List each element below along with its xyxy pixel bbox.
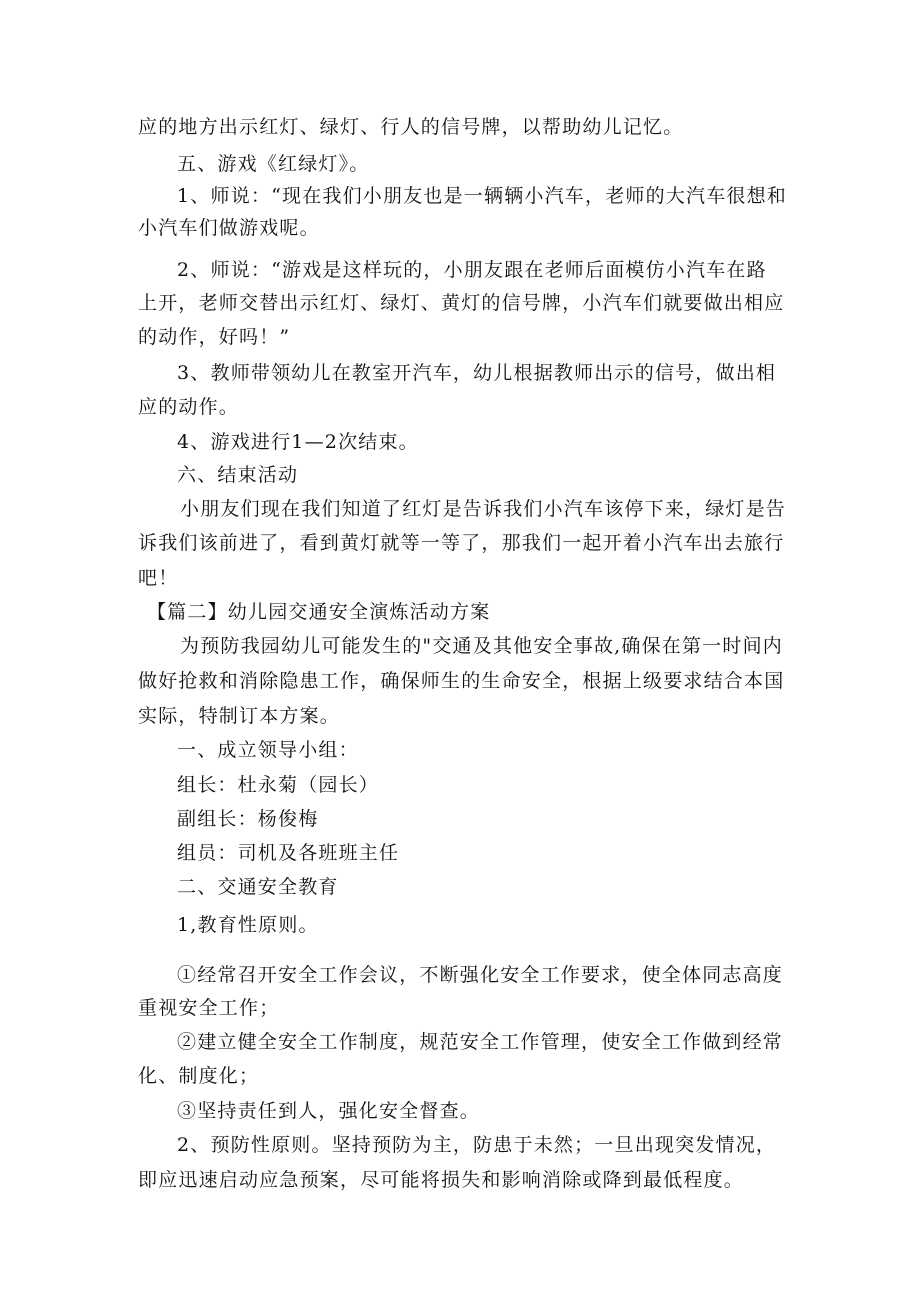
paragraph-line: 应的地方出示红灯、绿灯、行人的信号牌，以帮助幼儿记忆。 [138,116,684,138]
paragraph-line: 4、游戏进行1—2次结束。 [177,431,419,453]
paragraph-line: 的动作，好吗！” [138,326,291,348]
section-heading: 五、游戏《红绿灯》。 [177,153,370,175]
paragraph-line: 为预防我园幼儿可能发生的"交通及其他安全事故,确保在第一时间内 [180,635,783,657]
paragraph-line: ①经常召开安全工作会议，不断强化安全工作要求，使全体同志高度 [177,964,784,986]
paragraph-line: 上开，老师交替出示红灯、绿灯、黄灯的信号牌，小汽车们就要做出相应 [138,292,785,314]
paragraph-line: 小汽车们做游戏呢。 [138,217,320,239]
section-heading: 一、成立领导小组： [177,739,359,761]
article-heading: 【篇二】幼儿园交通安全演炼活动方案 [147,601,491,623]
section-heading: 六、结束活动 [177,464,299,486]
paragraph-line: 做好抢救和消除隐患工作，确保师生的生命安全，根据上级要求结合本国 [138,670,785,692]
paragraph-line: 小朋友们现在我们知道了红灯是告诉我们小汽车该停下来，绿灯是告 [180,498,787,520]
paragraph-line: 副组长：杨俊梅 [177,808,319,830]
section-heading: 二、交通安全教育 [177,876,339,898]
paragraph-line: 即应迅速启动应急预案，尽可能将损失和影响消除或降到最低程度。 [138,1169,745,1191]
paragraph-line: 化、制度化； [138,1065,260,1087]
paragraph-line: 1,教育性原则。 [177,914,319,936]
paragraph-line: 2、师说：“游戏是这样玩的，小朋友跟在老师后面模仿小汽车在路 [177,259,767,281]
paragraph-line: ③坚持责任到人，强化安全督查。 [177,1100,481,1122]
paragraph-line: 3、教师带领幼儿在教室开汽车，幼儿根据教师出示的信号，做出相 [177,362,777,384]
paragraph-line: 1、师说：“现在我们小朋友也是一辆辆小汽车，老师的大汽车很想和 [177,185,788,207]
paragraph-line: 吧！ [138,567,179,589]
paragraph-line: 应的动作。 [138,396,240,418]
paragraph-line: 组员：司机及各班班主任 [177,842,400,864]
paragraph-line: 2、预防性原则。坚持预防为主，防患于未然；一旦出现突发情况， [177,1134,777,1156]
paragraph-line: ②建立健全安全工作制度，规范安全工作管理，使安全工作做到经常 [177,1031,784,1053]
paragraph-line: 实际，特制订本方案。 [138,705,341,727]
paragraph-line: 重视安全工作； [138,997,280,1019]
paragraph-line: 组长：杜永菊（园长） [177,774,380,796]
paragraph-line: 诉我们该前进了，看到黄灯就等一等了，那我们一起开着小汽车出去旅行 [138,532,785,554]
